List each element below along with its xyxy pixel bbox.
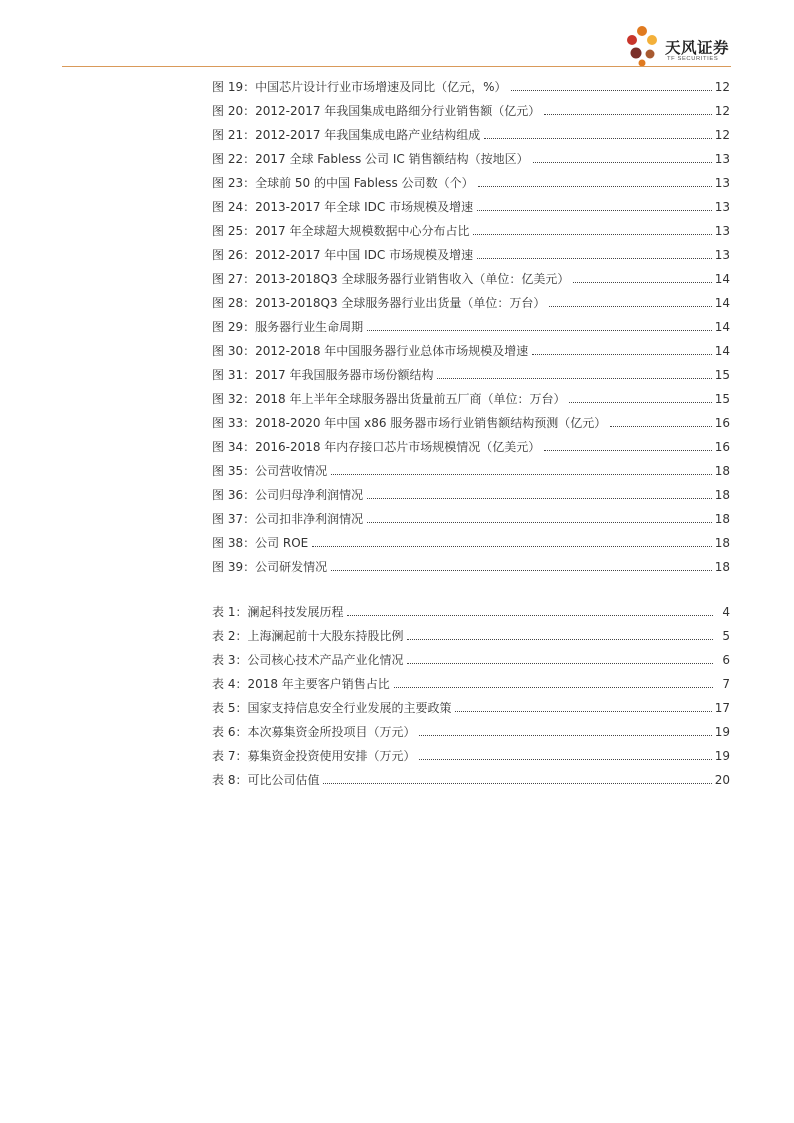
dot-leader [549,305,711,307]
dot-leader [478,185,712,187]
entry-title: 表 7：募集资金投资使用安排（万元） [212,749,416,763]
figure-entry[interactable] [212,267,730,291]
logo-petal [631,48,642,59]
entry-page-number: 19 [714,749,730,763]
brand-logo [624,24,739,68]
dot-leader [533,161,712,163]
entry-page-number: 16 [714,440,730,454]
entry-title: 图 19：中国芯片设计行业市场增速及同比（亿元，%） [212,80,507,94]
entry-title: 图 33：2018-2020 年中国 x86 服务器市场行业销售额结构预测（亿元） [212,416,607,430]
figure-entry[interactable] [212,507,730,531]
figure-entry[interactable] [212,387,730,411]
entry-page-number: 7 [722,677,730,691]
figure-entry[interactable] [212,147,730,171]
figure-entry[interactable] [212,483,730,507]
figure-entry[interactable] [212,219,730,243]
logo-petal [637,26,647,36]
table-entry[interactable] [212,624,730,648]
brand-name: 天风证券 [665,39,730,57]
table-entry[interactable] [212,744,730,768]
table-entry[interactable] [212,720,730,744]
entry-title: 图 25：2017 年全球超大规模数据中心分布占比 [212,224,470,238]
entry-title: 表 2：上海澜起前十大股东持股比例 [212,629,404,643]
entry-page-number: 18 [714,464,730,478]
entry-page-number: 13 [714,176,730,190]
entry-title: 表 3：公司核心技术产品产业化情况 [212,653,404,667]
entry-title: 图 39：公司研发情况 [212,560,328,574]
figure-entry[interactable] [212,75,730,99]
entry-page-number: 12 [714,128,730,142]
table-entry[interactable] [212,696,730,720]
figure-entry[interactable] [212,195,730,219]
dot-leader [347,614,713,616]
logo-petal [627,35,637,45]
entry-title: 图 37：公司扣非净利润情况 [212,512,364,526]
dot-leader [437,377,711,379]
entry-page-number: 16 [714,416,730,430]
figure-entry[interactable] [212,411,730,435]
table-entry[interactable] [212,768,730,792]
entry-page-number: 5 [722,629,730,643]
dot-leader [367,521,712,523]
entry-title: 图 23：全球前 50 的中国 Fabless 公司数（个） [212,176,474,190]
dot-leader [394,686,713,688]
entry-title: 图 30：2012-2018 年中国服务器行业总体市场规模及增速 [212,344,529,358]
entry-title: 图 35：公司营收情况 [212,464,328,478]
dot-leader [569,401,711,403]
table-entry[interactable] [212,648,730,672]
table-entry[interactable] [212,600,730,624]
dot-leader [544,449,711,451]
dot-leader [331,473,712,475]
entry-page-number: 18 [714,488,730,502]
entry-page-number: 14 [714,320,730,334]
dot-leader [473,233,711,235]
entry-title: 图 34：2016-2018 年内存接口芯片市场规模情况（亿美元） [212,440,541,454]
dot-leader [484,137,711,139]
entry-title: 图 26：2012-2017 年中国 IDC 市场规模及增速 [212,248,474,262]
logo-petal [647,35,657,45]
figure-entry[interactable] [212,435,730,459]
figure-entry[interactable] [212,243,730,267]
brand-subtitle: TF SECURITIES [667,56,719,62]
entry-title: 图 20：2012-2017 年我国集成电路细分行业销售额（亿元） [212,104,541,118]
entry-page-number: 6 [722,653,730,667]
entry-title: 图 38：公司 ROE [212,536,309,550]
entry-page-number: 14 [714,272,730,286]
dot-leader [323,782,711,784]
entry-title: 图 24：2013-2017 年全球 IDC 市场规模及增速 [212,200,474,214]
table-entry[interactable] [212,672,730,696]
dot-leader [407,638,713,640]
entry-title: 图 28：2013-2018Q3 全球服务器行业出货量（单位：万台） [212,296,546,310]
dot-leader [331,569,712,571]
entry-page-number: 17 [714,701,730,715]
dot-leader [477,209,712,211]
entry-title: 图 36：公司归母净利润情况 [212,488,364,502]
entry-page-number: 14 [714,296,730,310]
entry-page-number: 12 [714,104,730,118]
dot-leader [312,545,711,547]
figure-entry[interactable] [212,171,730,195]
figure-entry[interactable] [212,363,730,387]
dot-leader [610,425,711,427]
figure-entry[interactable] [212,123,730,147]
entry-page-number: 19 [714,725,730,739]
entry-title: 图 27：2013-2018Q3 全球服务器行业销售收入（单位：亿美元） [212,272,570,286]
dot-leader [532,353,711,355]
table-list [212,600,730,792]
entry-title: 图 21：2012-2017 年我国集成电路产业结构组成 [212,128,481,142]
entry-page-number: 13 [714,200,730,214]
dot-leader [407,662,713,664]
header-divider [62,66,731,67]
dot-leader [477,257,712,259]
entry-title: 表 8：可比公司估值 [212,773,320,787]
entry-title: 图 29：服务器行业生命周期 [212,320,364,334]
tf-flower-logo-icon [624,24,664,68]
entry-page-number: 18 [714,560,730,574]
dot-leader [573,281,711,283]
figure-entry[interactable] [212,459,730,483]
entry-page-number: 15 [714,392,730,406]
entry-page-number: 13 [714,152,730,166]
dot-leader [455,710,711,712]
entry-page-number: 4 [722,605,730,619]
entry-title: 图 22：2017 全球 Fabless 公司 IC 销售额结构（按地区） [212,152,529,166]
figure-entry[interactable] [212,315,730,339]
figure-entry[interactable] [212,291,730,315]
logo-petal [646,50,655,59]
entry-title: 表 6：本次募集资金所投项目（万元） [212,725,416,739]
entry-title: 图 32：2018 年上半年全球服务器出货量前五厂商（单位：万台） [212,392,566,406]
entry-page-number: 15 [714,368,730,382]
entry-title: 图 31：2017 年我国服务器市场份额结构 [212,368,434,382]
dot-leader [419,734,711,736]
figure-list [212,75,730,579]
entry-page-number: 12 [714,80,730,94]
entry-page-number: 14 [714,344,730,358]
dot-leader [511,89,712,91]
figure-entry[interactable] [212,531,730,555]
entry-page-number: 18 [714,512,730,526]
entry-title: 表 1：澜起科技发展历程 [212,605,344,619]
figure-entry[interactable] [212,99,730,123]
entry-page-number: 20 [714,773,730,787]
dot-leader [419,758,711,760]
entry-page-number: 13 [714,224,730,238]
entry-title: 表 5：国家支持信息安全行业发展的主要政策 [212,701,452,715]
entry-page-number: 18 [714,536,730,550]
entry-page-number: 13 [714,248,730,262]
figure-entry[interactable] [212,555,730,579]
dot-leader [544,113,711,115]
figure-entry[interactable] [212,339,730,363]
dot-leader [367,329,712,331]
entry-title: 表 4：2018 年主要客户销售占比 [212,677,390,691]
dot-leader [367,497,712,499]
